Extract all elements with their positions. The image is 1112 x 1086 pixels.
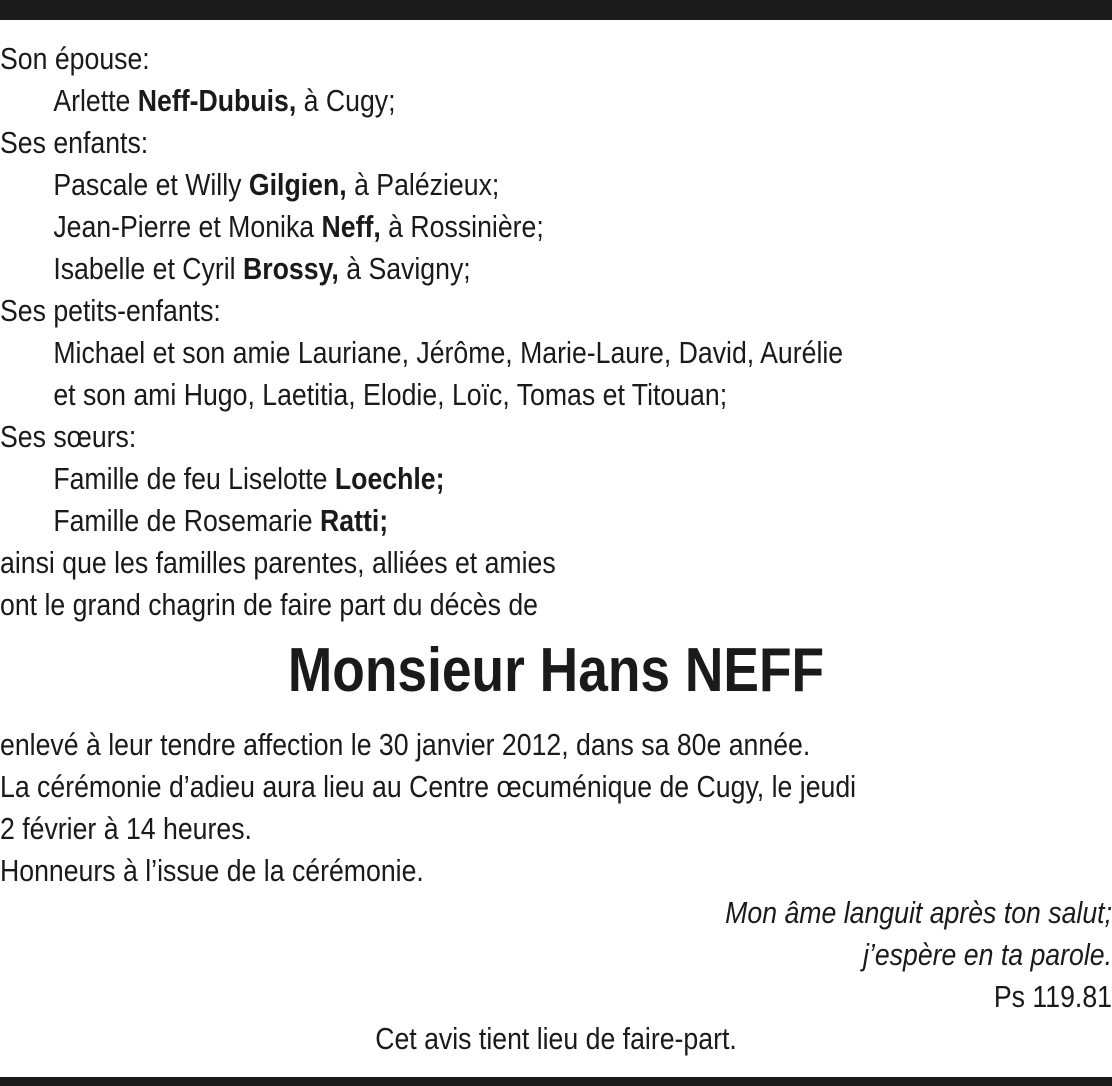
family-entry: Michael et son amie Lauriane, Jérôme, Marie-Laure, David, Aurélie <box>53 335 844 370</box>
detail-line: enlevé à leur tendre affection le 30 janvier 2012, dans sa 80e année. <box>0 727 811 762</box>
family-heading: Ses enfants: <box>0 125 149 160</box>
verse-line: j’espère en ta parole. <box>862 937 1112 972</box>
family-entry: Arlette Neff-Dubuis, à Cugy; <box>53 83 396 118</box>
top-rule <box>0 0 1112 20</box>
closing-line: ainsi que les familles parentes, alliées et amies <box>0 545 556 580</box>
deceased-name-block <box>0 626 1112 724</box>
deceased-name: Monsieur Hans NEFF <box>287 636 825 705</box>
family-entry: Famille de Rosemarie Ratti; <box>53 503 389 538</box>
family-entry: Isabelle et Cyril Brossy, à Savigny; <box>53 251 471 286</box>
detail-line: Honneurs à l’issue de la cérémonie. <box>0 853 424 888</box>
notice-content <box>0 38 1112 1060</box>
detail-line: La cérémonie d’adieu aura lieu au Centre œcuménique de Cugy, le jeudi <box>0 769 857 804</box>
family-surname: Loechle; <box>334 461 445 496</box>
family-entry: Famille de feu Liselotte Loechle; <box>53 461 445 496</box>
family-entry: et son ami Hugo, Laetitia, Elodie, Loïc, Tomas et Titouan; <box>53 377 728 412</box>
family-surname: Gilgien, <box>248 167 347 202</box>
family-surname: Neff, <box>321 209 381 244</box>
bottom-rule <box>0 1077 1112 1086</box>
family-heading: Ses petits-enfants: <box>0 293 221 328</box>
closing-line: ont le grand chagrin de faire part du décès de <box>0 587 539 622</box>
footer-note: Cet avis tient lieu de faire-part. <box>375 1021 737 1056</box>
detail-line: 2 février à 14 heures. <box>0 811 252 846</box>
family-heading: Ses sœurs: <box>0 419 137 454</box>
family-entry: Jean-Pierre et Monika Neff, à Rossinière; <box>53 209 544 244</box>
verse-reference: Ps 119.81 <box>993 979 1112 1014</box>
family-surname: Brossy, <box>242 251 339 286</box>
family-heading: Son épouse: <box>0 41 150 76</box>
verse-line: Mon âme languit après ton salut; <box>725 895 1112 930</box>
family-entry: Pascale et Willy Gilgien, à Palézieux; <box>53 167 500 202</box>
family-surname: Ratti; <box>320 503 389 538</box>
family-surname: Neff-Dubuis, <box>137 83 297 118</box>
